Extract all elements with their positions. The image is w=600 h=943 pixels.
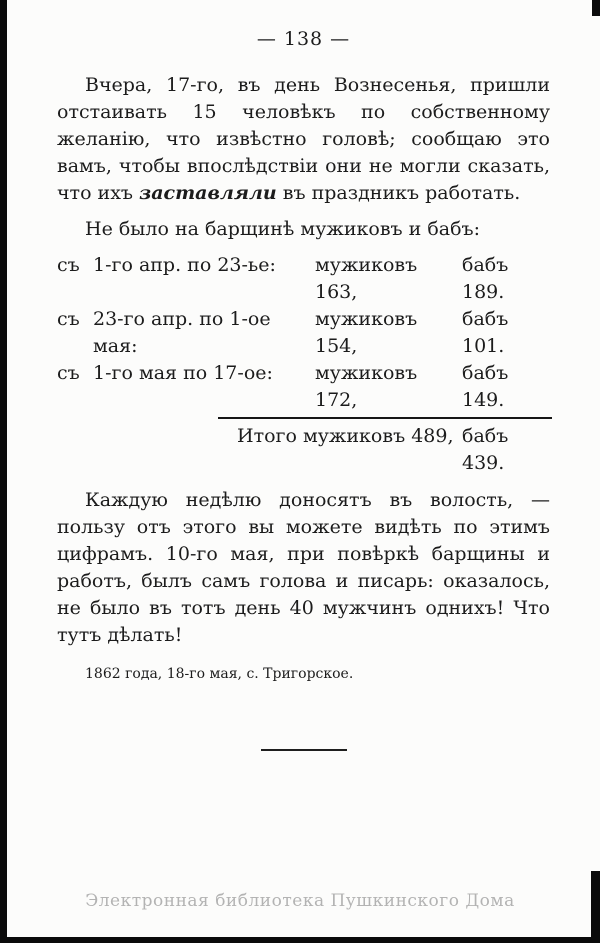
row-period: 1-го апр. по 23-ье: [93, 254, 276, 276]
page-number: — 138 — [256, 28, 351, 50]
paragraph-text-after: въ праздникъ работать. [276, 182, 521, 204]
table-row [57, 360, 550, 414]
row-women-count: бабъ 149. [462, 362, 509, 411]
page-content [57, 28, 550, 751]
row-women-count: бабъ 101. [462, 308, 509, 357]
row-men-count: мужиковъ 172, [315, 362, 418, 411]
row-prefix: съ [57, 254, 80, 276]
closing-paragraph: Каждую недѣлю доносятъ въ волость, — пользу отъ этого вы можете видѣть по этимъ цифрамъ. 10-го мая, при повѣркѣ барщины и работъ, былъ самъ голова и писарь: оказалось, не было въ тотъ день 40 мужчинъ однихъ! Что тутъ дѣлать! [57, 489, 550, 646]
row-men-count: мужиковъ 154, [315, 308, 418, 357]
total-women-count: бабъ 439. [462, 425, 509, 474]
table-heading: Не было на барщинѣ мужиковъ и бабъ: [85, 218, 481, 240]
scan-edge-bottom-artifact [0, 937, 600, 943]
section-divider [261, 749, 347, 751]
row-men-count: мужиковъ 163, [315, 254, 418, 303]
row-women-count: бабъ 189. [462, 254, 509, 303]
scan-edge-left-artifact [0, 0, 7, 943]
total-rule-line [218, 417, 552, 419]
row-prefix: съ [57, 362, 80, 384]
scan-corner-top-right-artifact [592, 0, 600, 16]
table-row [57, 252, 550, 306]
opening-paragraph [57, 72, 550, 207]
row-period: 23-го апр. по 1-ое мая: [93, 308, 271, 357]
paragraph-text-before: Вчера, 17-го, въ день Вознесенья, пришли отстаивать 15 человѣкъ по собственному желанію, что извѣстно головѣ; сообщаю это вамъ, чтобы впослѣдствіи они не могли сказать, что ихъ [57, 74, 550, 204]
corvee-absence-table [57, 252, 550, 477]
total-men-count: Итого мужиковъ 489, [237, 425, 454, 447]
row-period: 1-го мая по 17-ое: [93, 362, 273, 384]
emphasized-word: заставляли [139, 182, 277, 204]
dateline: 1862 года, 18-го мая, с. Тригорское. [85, 666, 354, 682]
row-prefix: съ [57, 308, 80, 330]
library-watermark: Электронная библиотека Пушкинского Дома [85, 891, 515, 911]
table-total-row [57, 423, 550, 477]
table-row [57, 306, 550, 360]
